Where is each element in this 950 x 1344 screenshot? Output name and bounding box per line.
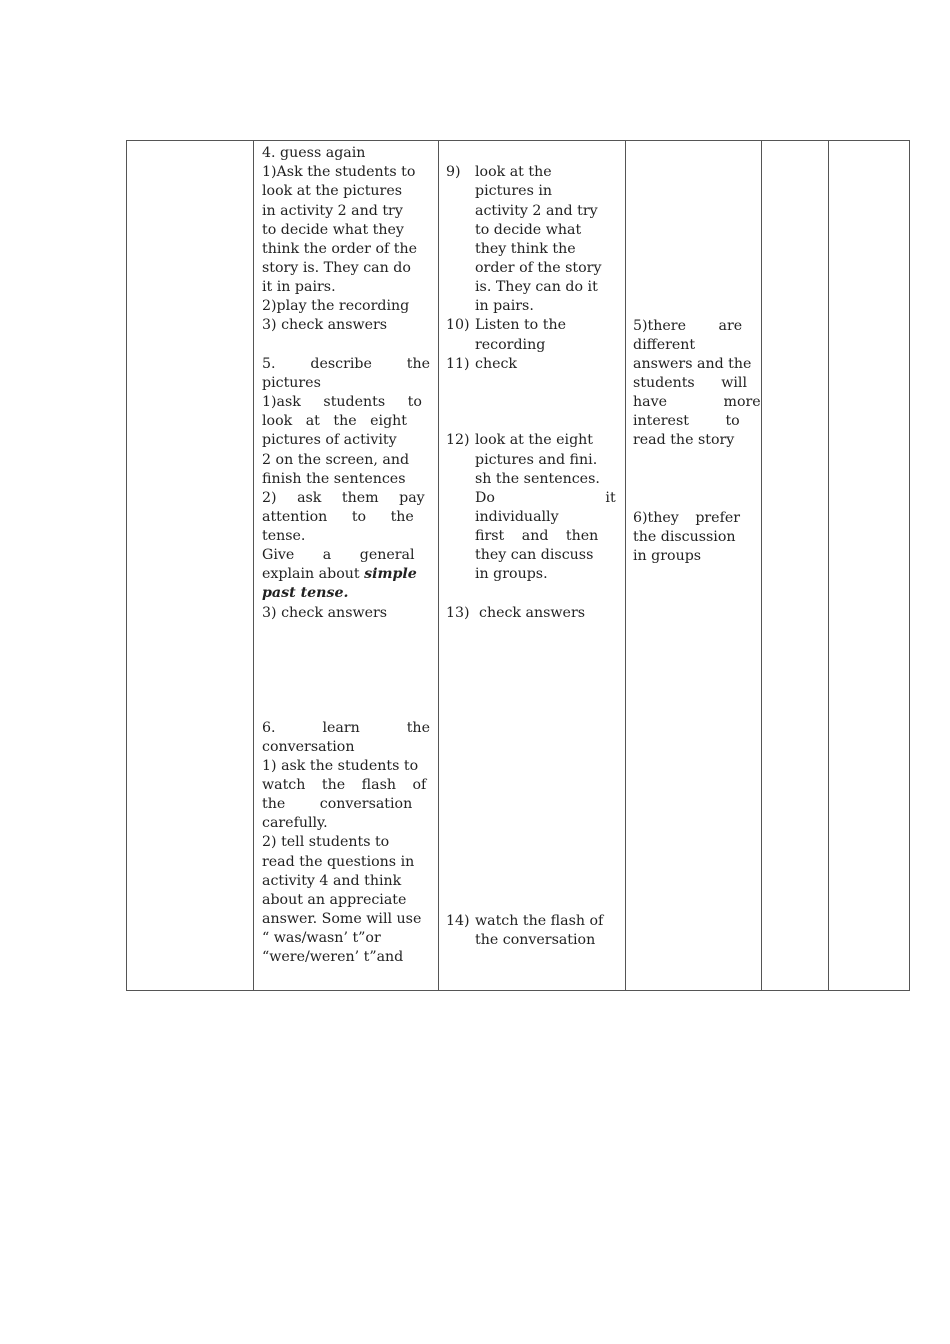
activity-5-step-1-line: 1)ask students to xyxy=(262,394,422,410)
student-step-12-line: individually xyxy=(475,509,559,525)
activity-4-step-1-line: it in pairs. xyxy=(262,279,336,295)
purpose-5-line: read the story xyxy=(633,432,735,448)
student-step-10-line: Listen to the xyxy=(475,317,566,333)
activity-4-title: 4. guess again xyxy=(262,145,366,161)
activity-5-step-3: 3) check answers xyxy=(262,605,388,621)
activity-4-step-1-line: to decide what they xyxy=(262,222,404,238)
student-step-12-line: Do it xyxy=(475,490,616,506)
activity-4-step-2: 2)play the recording xyxy=(262,298,410,314)
activity-4-step-1-line: 1)Ask the students to xyxy=(262,164,416,180)
activity-6-step-1-line: carefully. xyxy=(262,815,328,831)
student-step-11: check xyxy=(475,356,518,372)
item-number: 12) xyxy=(446,432,470,448)
activity-6-step-2-line: answer. Some will use xyxy=(262,911,422,927)
student-step-12-line: sh the sentences. xyxy=(475,471,600,487)
lesson-plan-table xyxy=(126,140,910,991)
activity-4-step-1-line: think the order of the xyxy=(262,241,417,257)
activity-6-step-1-line: watch the flash of xyxy=(262,777,427,793)
student-step-12-line: first and then xyxy=(475,528,599,544)
activity-6-step-1-line: the conversation xyxy=(262,796,413,812)
activity-4-step-1-line: story is. They can do xyxy=(262,260,411,276)
activity-6-step-1-line: 1) ask the students to xyxy=(262,758,419,774)
student-step-12-line: pictures and fini. xyxy=(475,452,598,468)
student-step-14-line: watch the flash of xyxy=(475,913,604,929)
purpose-5-line: 5)there are xyxy=(633,318,743,334)
purpose-6-line: the discussion xyxy=(633,529,736,545)
item-number: 13) xyxy=(446,605,470,621)
purpose-5-line: answers and the xyxy=(633,356,752,372)
purpose-5-line: have more xyxy=(633,394,761,410)
purpose-5-line: interest to xyxy=(633,413,740,429)
activity-5-step-2-line: 2) ask them pay xyxy=(262,490,425,506)
activity-6-step-2-line: 2) tell students to xyxy=(262,834,390,850)
student-step-9-line: in pairs. xyxy=(475,298,534,314)
activity-5-step-2-line: attention to the xyxy=(262,509,414,525)
emphasis-text: simple xyxy=(364,566,417,582)
purpose-cell xyxy=(626,141,761,990)
activity-6-step-2-line: read the questions in xyxy=(262,854,415,870)
student-activities-cell xyxy=(439,141,625,990)
activity-5-general-line: Give a general xyxy=(262,547,415,563)
student-step-9-line: they think the xyxy=(475,241,576,257)
student-step-12-line: in groups. xyxy=(475,566,548,582)
activity-6-title: 6. learn the xyxy=(262,720,430,736)
student-step-9-line: is. They can do it xyxy=(475,279,598,295)
stage-cell xyxy=(127,141,253,990)
item-number: 14) xyxy=(446,913,470,929)
purpose-6-line: in groups xyxy=(633,548,702,564)
activity-6-step-2-line: “were/weren’ t”and xyxy=(262,949,404,965)
empty-cell xyxy=(829,141,911,990)
student-step-10-line: recording xyxy=(475,337,546,353)
student-step-9-line: look at the xyxy=(475,164,552,180)
item-number: 10) xyxy=(446,317,470,333)
empty-cell xyxy=(762,141,828,990)
activity-5-general-line: explain about simple xyxy=(262,566,417,582)
activity-6-step-2-line: activity 4 and think xyxy=(262,873,402,889)
student-step-9-line: to decide what xyxy=(475,222,582,238)
activity-4-step-3: 3) check answers xyxy=(262,317,388,333)
student-step-14-line: the conversation xyxy=(475,932,596,948)
teacher-activities-cell xyxy=(254,141,438,990)
activity-5-step-1-line: pictures of activity xyxy=(262,432,397,448)
student-step-12-line: look at the eight xyxy=(475,432,593,448)
activity-5-step-2-line: tense. xyxy=(262,528,306,544)
student-step-9-line: activity 2 and try xyxy=(475,203,598,219)
activity-5-title-cont: pictures xyxy=(262,375,321,391)
activity-6-title-cont: conversation xyxy=(262,739,355,755)
activity-4-step-1-line: look at the pictures xyxy=(262,183,403,199)
item-number: 11) xyxy=(446,356,470,372)
activity-5-step-1-line: look at the eight xyxy=(262,413,407,429)
activity-5-step-1-line: finish the sentences xyxy=(262,471,406,487)
student-step-9-line: pictures in xyxy=(475,183,553,199)
emphasis-text: past tense. xyxy=(262,585,349,601)
activity-4-step-1-line: in activity 2 and try xyxy=(262,203,403,219)
purpose-6-line: 6)they prefer xyxy=(633,510,741,526)
activity-5-title: 5. describe the xyxy=(262,356,430,372)
student-step-12-line: they can discuss xyxy=(475,547,594,563)
activity-6-step-2-line: “ was/wasn’ t”or xyxy=(262,930,381,946)
activity-5-step-1-line: 2 on the screen, and xyxy=(262,452,410,468)
student-step-13: check answers xyxy=(479,605,586,621)
purpose-5-line: different xyxy=(633,337,696,353)
item-number: 9) xyxy=(446,164,461,180)
activity-6-step-2-line: about an appreciate xyxy=(262,892,407,908)
purpose-5-line: students will xyxy=(633,375,747,391)
student-step-9-line: order of the story xyxy=(475,260,602,276)
